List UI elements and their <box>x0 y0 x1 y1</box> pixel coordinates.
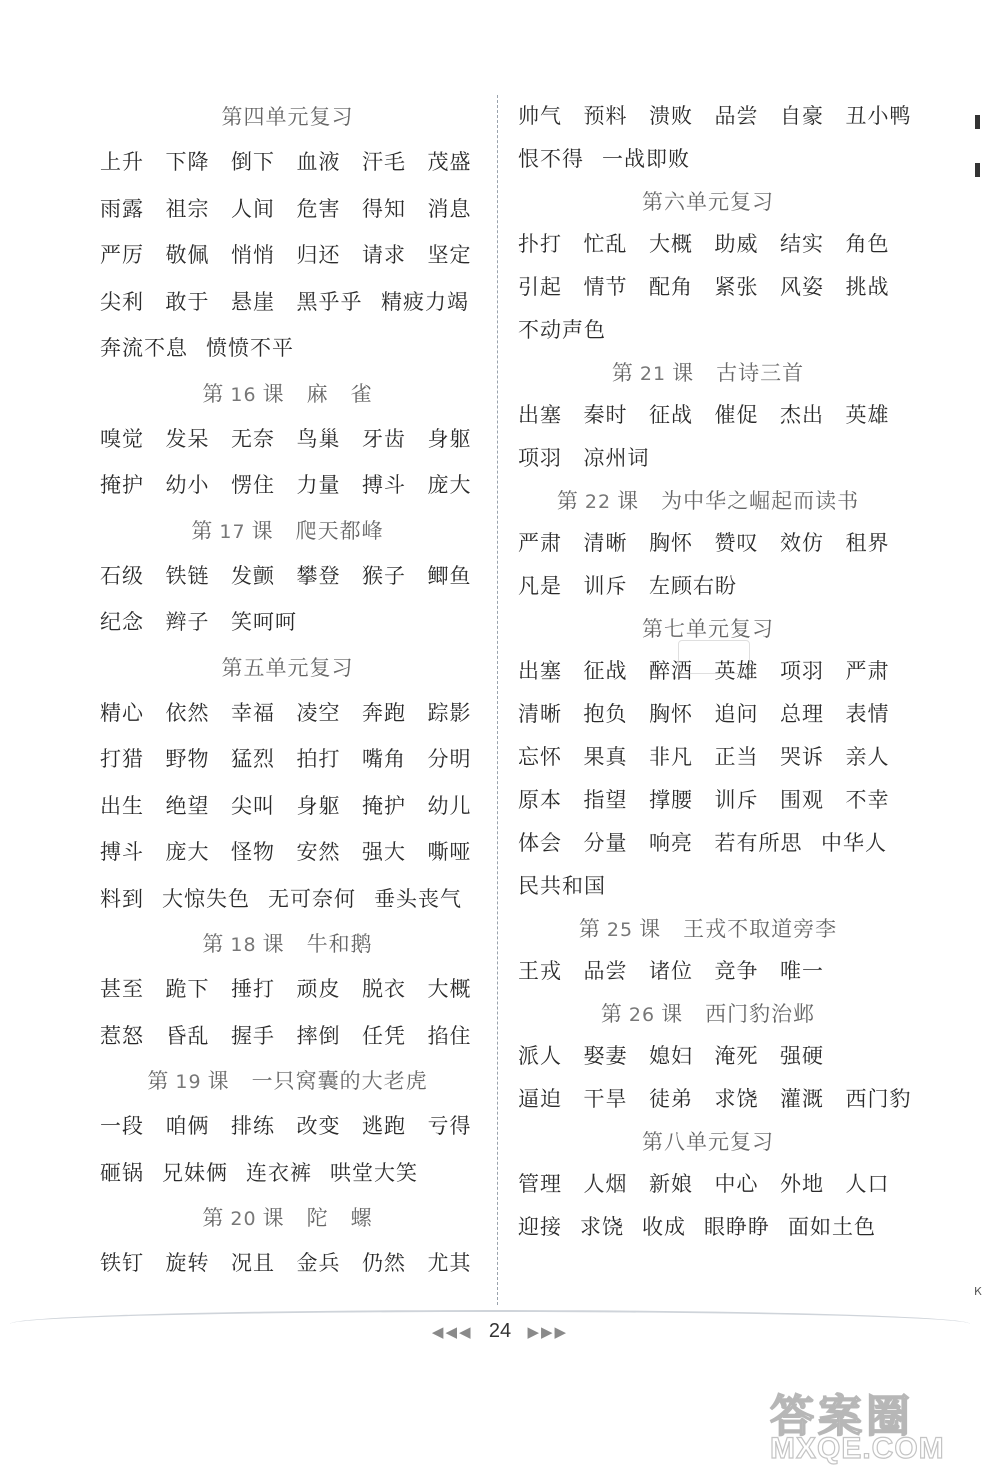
vocab-word: 角色 <box>845 232 890 256</box>
lesson-prefix: 第 <box>611 361 634 385</box>
vocab-word: 严厉 <box>100 243 144 267</box>
vocab-word: 一战即败 <box>602 147 690 171</box>
vocab-word: 凉州词 <box>583 446 650 470</box>
vocab-word: 祖宗 <box>165 196 210 221</box>
vocab-word: 租界 <box>845 531 890 555</box>
vocab-word: 派人 <box>518 1044 562 1068</box>
vocab-word: 总理 <box>780 702 824 726</box>
lesson-suffix: 课 <box>207 1069 230 1093</box>
vocab-word: 项羽 <box>780 659 824 683</box>
lesson-heading <box>518 993 898 1035</box>
vocab-word: 握手 <box>231 1023 275 1048</box>
vocab-word: 笑呵呵 <box>231 610 297 634</box>
vocab-word: 归还 <box>296 243 341 267</box>
vocab-word: 训斥 <box>714 788 759 812</box>
vocab-word: 助威 <box>714 232 759 256</box>
word-row <box>100 186 475 233</box>
vocab-word: 排练 <box>231 1114 275 1138</box>
vocab-word: 猛烈 <box>231 747 275 771</box>
vocab-word: 追问 <box>714 702 759 726</box>
section-heading: 第七单元复习 <box>642 617 774 641</box>
lesson-number: 18 <box>230 934 257 956</box>
lesson-title: 爬天都峰 <box>295 518 384 543</box>
lesson-prefix: 第 <box>600 1002 623 1026</box>
column-divider <box>497 95 498 1305</box>
vocab-word: 牙齿 <box>362 426 406 451</box>
vocab-word: 唯一 <box>780 959 824 983</box>
vocab-word: 征战 <box>649 403 693 427</box>
vocab-word: 黑乎乎 <box>296 289 363 314</box>
word-row <box>100 783 475 830</box>
vocab-word: 大概 <box>649 232 693 256</box>
vocab-word: 石级 <box>100 563 144 588</box>
vocab-word: 杰出 <box>780 403 824 427</box>
lesson-suffix: 课 <box>639 917 662 941</box>
vocab-word: 尖利 <box>100 289 144 314</box>
vocab-word: 幼儿 <box>427 793 472 818</box>
vocab-word: 鲫鱼 <box>427 563 472 588</box>
vocab-word: 上升 <box>100 150 144 174</box>
vocab-word: 血液 <box>296 150 341 174</box>
vocab-word: 英雄 <box>845 403 890 427</box>
vocab-word: 精心 <box>100 700 144 725</box>
word-row <box>518 865 898 908</box>
vocab-word: 分量 <box>583 831 628 855</box>
watermark-logo-text: 答案圈 <box>770 1391 914 1442</box>
vocab-word: 猴子 <box>362 563 406 588</box>
lesson-heading <box>100 1059 475 1103</box>
vocab-word: 况且 <box>231 1251 275 1275</box>
word-row <box>518 522 898 565</box>
lesson-number: 16 <box>230 383 257 406</box>
vocab-word: 金兵 <box>296 1251 341 1275</box>
vocab-word: 昏乱 <box>165 1023 210 1048</box>
word-row <box>518 223 898 266</box>
vocab-word: 掩护 <box>362 793 406 818</box>
vocab-word: 风姿 <box>780 275 824 299</box>
vocab-word: 甚至 <box>100 977 144 1001</box>
word-row <box>518 95 912 138</box>
word-row <box>518 1078 912 1121</box>
word-row <box>518 1035 898 1078</box>
vocab-word: 强硬 <box>780 1044 824 1068</box>
vocab-word: 不动声色 <box>518 318 606 342</box>
vocab-word: 表情 <box>845 702 890 726</box>
lesson-heading <box>518 908 898 950</box>
vocab-word: 跪下 <box>165 977 210 1001</box>
vocab-word: 哄堂大笑 <box>330 1160 418 1185</box>
lesson-suffix: 课 <box>617 489 640 513</box>
vocab-word: 旋转 <box>165 1251 210 1275</box>
vocab-word: 紧张 <box>714 275 759 299</box>
vocab-word: 汗毛 <box>362 150 406 174</box>
vocab-word: 催促 <box>714 403 759 427</box>
vocab-word: 挑战 <box>845 275 890 299</box>
vocab-word: 溃败 <box>649 104 693 128</box>
vocab-word: 干旱 <box>583 1087 628 1111</box>
side-letter: К <box>974 1285 982 1298</box>
vocab-word: 凌空 <box>296 700 341 725</box>
vocab-word: 徒弟 <box>649 1087 693 1111</box>
lesson-heading <box>518 352 898 394</box>
lesson-number: 20 <box>230 1208 257 1230</box>
lesson-title: 麻 雀 <box>306 381 373 406</box>
word-row <box>518 1163 898 1206</box>
vocab-word: 嘴角 <box>362 747 406 771</box>
vocab-word: 胸怀 <box>649 702 693 726</box>
vocab-word: 配角 <box>649 275 693 299</box>
word-row <box>100 1103 475 1150</box>
vocab-word: 灌溉 <box>780 1087 824 1111</box>
lesson-heading <box>100 372 475 416</box>
vocab-word: 中华人 <box>821 831 887 855</box>
vocab-word: 迎接 <box>518 1215 562 1239</box>
vocab-word: 掩护 <box>100 473 144 497</box>
vocab-word: 原本 <box>518 788 562 812</box>
vocab-word: 抱负 <box>583 702 628 726</box>
vocab-word: 体会 <box>518 831 562 855</box>
vocab-word: 连衣裤 <box>246 1160 312 1185</box>
arrow-right-icon: ▶▶▶ <box>527 1323 569 1341</box>
left-column <box>100 95 475 1287</box>
vocab-word: 诸位 <box>649 959 693 983</box>
vocab-word: 严肃 <box>518 531 562 555</box>
vocab-word: 项羽 <box>518 446 562 470</box>
vocab-word: 引起 <box>518 275 562 299</box>
page-footer <box>400 1318 600 1343</box>
vocab-word: 幸福 <box>231 700 275 725</box>
lesson-number: 25 <box>606 919 634 941</box>
vocab-word: 撑腰 <box>649 788 693 812</box>
lesson-prefix: 第 <box>202 1206 225 1230</box>
vocab-word: 尤其 <box>427 1251 472 1275</box>
vocab-word: 坚定 <box>427 243 472 267</box>
vocab-word: 捶打 <box>231 977 275 1001</box>
vocab-word: 亏得 <box>427 1114 472 1138</box>
lesson-prefix: 第 <box>202 932 225 956</box>
vocab-word: 奔跑 <box>362 700 406 725</box>
vocab-word: 丑小鸭 <box>845 104 912 128</box>
vocab-word: 愣住 <box>231 473 275 497</box>
word-row <box>518 266 898 309</box>
vocab-word: 仍然 <box>362 1251 406 1275</box>
vocab-word: 掐住 <box>427 1023 472 1048</box>
vocab-word: 左顾右盼 <box>649 574 737 598</box>
vocab-word: 咱俩 <box>165 1114 210 1138</box>
lesson-heading <box>518 480 898 522</box>
vocab-word: 响亮 <box>649 831 693 855</box>
word-row <box>100 416 475 463</box>
vocab-word: 逃跑 <box>362 1114 406 1138</box>
vocab-word: 发颤 <box>231 563 275 588</box>
vocab-word: 任凭 <box>362 1023 406 1048</box>
vocab-word: 正当 <box>714 745 759 769</box>
word-row <box>518 693 898 736</box>
word-row <box>100 553 475 600</box>
word-row <box>518 1206 898 1249</box>
vocab-word: 鸟巢 <box>296 426 341 451</box>
vocab-word: 搏斗 <box>100 840 144 864</box>
section-heading: 第六单元复习 <box>642 190 774 214</box>
vocab-word: 人烟 <box>583 1172 628 1196</box>
vocab-word: 收成 <box>642 1215 686 1239</box>
lesson-title: 王戎不取道旁李 <box>683 917 838 941</box>
vocab-word: 无可奈何 <box>268 886 356 911</box>
vocab-word: 敬佩 <box>165 243 210 267</box>
lesson-number: 17 <box>219 520 246 543</box>
vocab-word: 下降 <box>165 150 210 174</box>
lesson-prefix: 第 <box>202 381 225 406</box>
vocab-word: 大概 <box>427 977 472 1001</box>
lesson-title: 西门豹治邺 <box>705 1002 816 1026</box>
vocab-word: 西门豹 <box>845 1087 912 1111</box>
vocab-word: 非凡 <box>649 745 693 769</box>
vocab-word: 英雄 <box>714 659 759 683</box>
vocab-word: 秦时 <box>583 403 628 427</box>
vocab-word: 砸锅 <box>100 1160 144 1185</box>
word-row <box>100 139 475 186</box>
word-row <box>518 394 898 437</box>
vocab-word: 扑打 <box>518 232 562 256</box>
section-heading: 第八单元复习 <box>642 1130 774 1154</box>
vocab-word: 得知 <box>362 196 406 221</box>
vocab-word: 果真 <box>583 745 628 769</box>
vocab-word: 嘶哑 <box>427 840 472 864</box>
lesson-prefix: 第 <box>556 489 579 513</box>
vocab-word: 搏斗 <box>362 473 406 497</box>
vocab-word: 淹死 <box>714 1044 759 1068</box>
lesson-prefix: 第 <box>578 917 601 941</box>
word-row <box>518 779 898 822</box>
vocab-word: 清晰 <box>518 702 562 726</box>
vocab-word: 醉酒 <box>649 659 693 683</box>
vocab-word: 新娘 <box>649 1172 693 1196</box>
vocab-word: 竞争 <box>714 959 759 983</box>
lesson-title: 古诗三首 <box>716 361 805 385</box>
lesson-suffix: 课 <box>672 361 695 385</box>
vocab-word: 幼小 <box>165 473 210 497</box>
vocab-word: 出生 <box>100 793 144 818</box>
vocab-word: 拍打 <box>296 747 341 771</box>
vocab-word: 凡是 <box>518 574 562 598</box>
lesson-heading <box>100 509 475 553</box>
lesson-number: 19 <box>175 1071 202 1093</box>
vocab-word: 帅气 <box>518 104 562 128</box>
section-heading: 第四单元复习 <box>221 105 354 129</box>
vocab-word: 一段 <box>100 1114 144 1138</box>
word-row <box>100 325 475 372</box>
vocab-word: 铁链 <box>165 563 210 588</box>
word-row <box>100 1150 475 1197</box>
vocab-word: 面如土色 <box>788 1215 876 1239</box>
faint-stamp <box>678 640 750 674</box>
vocab-word: 绝望 <box>165 793 210 818</box>
vocab-word: 庞大 <box>165 840 210 864</box>
vocab-word: 雨露 <box>100 196 144 221</box>
vocab-word: 身躯 <box>296 793 341 818</box>
vocab-word: 怪物 <box>231 840 275 864</box>
vocab-word: 攀登 <box>296 563 341 588</box>
lesson-suffix: 课 <box>262 381 285 406</box>
vocab-word: 亲人 <box>845 745 890 769</box>
lesson-number: 21 <box>639 363 667 385</box>
word-row <box>518 736 898 779</box>
word-row <box>100 599 475 646</box>
vocab-word: 预料 <box>583 104 628 128</box>
vocab-word: 尖叫 <box>231 793 275 818</box>
watermark-logo <box>770 1380 995 1470</box>
vocab-word: 中心 <box>714 1172 759 1196</box>
vocab-word: 辫子 <box>165 610 210 634</box>
lesson-number: 22 <box>584 491 612 513</box>
vocab-word: 危害 <box>296 196 341 221</box>
vocab-word: 媳妇 <box>649 1044 693 1068</box>
word-row <box>518 309 898 352</box>
vocab-word: 若有所思 <box>714 831 803 855</box>
word-row <box>100 1013 475 1060</box>
vocab-word: 品尝 <box>583 959 628 983</box>
vocab-word: 管理 <box>518 1172 562 1196</box>
lesson-suffix: 课 <box>262 1206 285 1230</box>
vocab-word: 请求 <box>362 243 406 267</box>
watermark-url: MXQE.COM <box>770 1432 945 1465</box>
section-heading: 第五单元复习 <box>221 655 354 680</box>
arrow-left-icon: ◀◀◀ <box>431 1323 473 1341</box>
vocab-word: 围观 <box>780 788 824 812</box>
vocab-word: 顽皮 <box>296 977 341 1001</box>
margin-mark-2 <box>975 163 980 177</box>
vocab-word: 赞叹 <box>714 531 759 555</box>
vocab-word: 大惊失色 <box>162 886 250 911</box>
word-row <box>100 966 475 1013</box>
vocab-word: 人间 <box>231 196 275 221</box>
vocab-word: 发呆 <box>165 426 210 451</box>
word-row <box>100 690 475 737</box>
vocab-word: 庞大 <box>427 473 472 497</box>
vocab-word: 外地 <box>780 1172 824 1196</box>
vocab-word: 娶妻 <box>583 1044 628 1068</box>
vocab-word: 情节 <box>583 275 628 299</box>
vocab-word: 安然 <box>296 840 341 864</box>
vocab-word: 身躯 <box>427 426 472 451</box>
lesson-prefix: 第 <box>147 1069 170 1093</box>
vocab-word: 严肃 <box>845 659 890 683</box>
vocab-word: 哭诉 <box>780 745 824 769</box>
vocab-word: 效仿 <box>780 531 824 555</box>
vocab-word: 铁钉 <box>100 1251 144 1275</box>
vocab-word: 王戎 <box>518 959 562 983</box>
lesson-suffix: 课 <box>661 1002 684 1026</box>
vocab-word: 纪念 <box>100 610 144 634</box>
lesson-prefix: 第 <box>191 518 214 543</box>
vocab-word: 悄悄 <box>231 243 275 267</box>
vocab-word: 茂盛 <box>427 150 472 174</box>
word-row <box>100 876 475 923</box>
vocab-word: 自豪 <box>780 104 824 128</box>
vocab-word: 野物 <box>165 747 210 771</box>
vocab-word: 出塞 <box>518 403 562 427</box>
vocab-word: 求饶 <box>580 1215 624 1239</box>
word-row <box>518 950 898 993</box>
vocab-word: 恨不得 <box>518 147 584 171</box>
vocab-word: 品尝 <box>714 104 759 128</box>
word-row <box>100 829 475 876</box>
vocab-word: 逼迫 <box>518 1087 562 1111</box>
vocab-word: 指望 <box>583 788 628 812</box>
lesson-title: 为中华之崛起而读书 <box>661 489 860 513</box>
vocab-word: 打猎 <box>100 747 144 771</box>
vocab-word: 倒下 <box>231 150 275 174</box>
page-number: 24 <box>488 1320 512 1342</box>
vocab-word: 依然 <box>165 700 210 725</box>
vocab-word: 清晰 <box>583 531 628 555</box>
vocab-word: 摔倒 <box>296 1023 341 1048</box>
vocab-word: 敢于 <box>165 289 210 314</box>
vocab-word: 惹怒 <box>100 1023 144 1048</box>
vocab-word: 垂头丧气 <box>374 886 462 911</box>
vocab-word: 脱衣 <box>362 977 406 1001</box>
margin-mark-1 <box>975 115 980 129</box>
vocab-word: 料到 <box>100 886 144 911</box>
vocab-word: 兄妹俩 <box>162 1160 228 1185</box>
word-row <box>518 437 898 480</box>
word-row <box>100 736 475 783</box>
vocab-word: 改变 <box>296 1114 341 1138</box>
word-row <box>100 1240 475 1287</box>
vocab-word: 胸怀 <box>649 531 693 555</box>
word-row <box>518 138 898 181</box>
vocab-word: 奔流不息 <box>100 336 188 360</box>
lesson-number: 26 <box>628 1004 656 1026</box>
vocab-word: 精疲力竭 <box>381 289 469 314</box>
lesson-heading <box>100 1196 475 1240</box>
vocab-word: 强大 <box>362 840 406 864</box>
lesson-title: 陀 螺 <box>306 1206 373 1230</box>
vocab-word: 悬崖 <box>231 289 275 314</box>
vocab-word: 不幸 <box>845 788 890 812</box>
lesson-heading <box>100 922 475 966</box>
word-row <box>518 822 898 865</box>
vocab-word: 忘怀 <box>518 745 562 769</box>
word-row <box>518 565 898 608</box>
vocab-word: 出塞 <box>518 659 562 683</box>
vocab-word: 力量 <box>296 473 341 497</box>
lesson-title: 一只窝囊的大老虎 <box>251 1069 428 1093</box>
vocab-word: 愤愤不平 <box>206 336 294 360</box>
vocab-word: 求饶 <box>714 1087 759 1111</box>
word-row <box>100 232 475 279</box>
lesson-suffix: 课 <box>251 518 274 543</box>
vocab-word: 忙乱 <box>583 232 628 256</box>
vocab-word: 嗅觉 <box>100 426 144 451</box>
vocab-word: 眼睁睁 <box>704 1215 770 1239</box>
vocab-word: 人口 <box>845 1172 890 1196</box>
vocab-word: 无奈 <box>231 426 275 451</box>
side-margin-text <box>970 1020 984 1280</box>
vocab-word: 训斥 <box>583 574 628 598</box>
lesson-title: 牛和鹅 <box>306 932 373 956</box>
vocab-word: 踪影 <box>427 700 472 725</box>
word-row <box>100 462 475 509</box>
vocab-word: 结实 <box>780 232 824 256</box>
vocab-word: 分明 <box>427 747 472 771</box>
word-row <box>100 279 475 326</box>
vocab-word: 民共和国 <box>518 874 606 898</box>
vocab-word: 征战 <box>583 659 628 683</box>
lesson-suffix: 课 <box>262 932 285 956</box>
vocab-word: 消息 <box>427 196 472 221</box>
